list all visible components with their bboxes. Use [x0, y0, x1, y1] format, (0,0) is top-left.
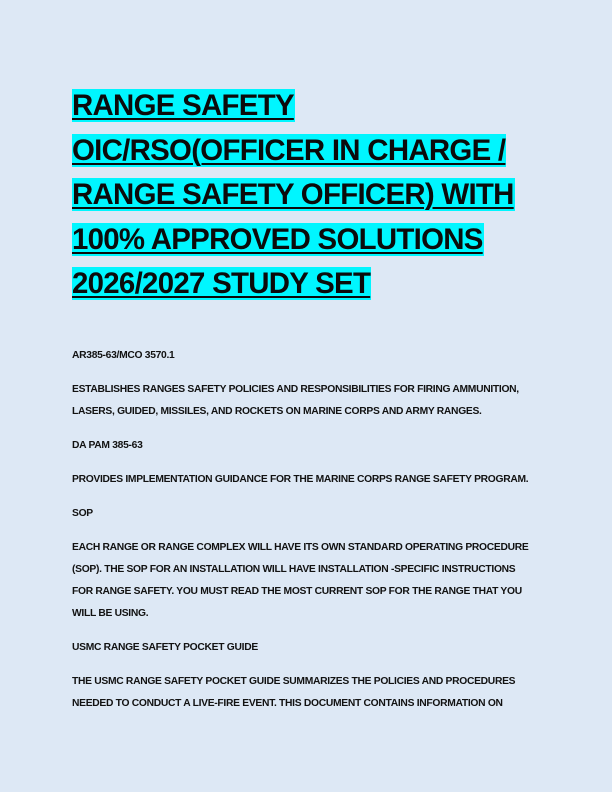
title-line: RANGE SAFETY OFFICER) WITH [72, 178, 514, 211]
document-body [72, 345, 542, 727]
document-title [72, 84, 552, 307]
title-line: 2026/2027 STUDY SET [72, 267, 371, 300]
title-line: OIC/RSO(OFFICER IN CHARGE / [72, 133, 506, 167]
term-heading: SOP [72, 508, 93, 519]
term-heading: DA PAM 385-63 [72, 440, 143, 451]
term-definition: THE USMC RANGE SAFETY POCKET GUIDE SUMMARIZES THE POLICIES AND PROCEDURES NEEDED TO CONDUCT A LIVE-FIRE EVENT. THIS DOCUMENT CONTAINS INFORMATION ON [72, 676, 516, 709]
term-definition: EACH RANGE OR RANGE COMPLEX WILL HAVE ITS OWN STANDARD OPERATING PROCEDURE (SOP). THE SOP FOR AN INSTALLATION WILL HAVE INSTALLATION -SPECIFIC INSTRUCTIONS FOR RANGE SAFETY. YOU MUST READ THE MOST CURRENT SOP FOR THE RANGE THAT YOU WILL BE USING. [72, 542, 529, 619]
title-line: 100% APPROVED SOLUTIONS [72, 222, 483, 256]
term-heading: USMC RANGE SAFETY POCKET GUIDE [72, 642, 258, 653]
term-definition: ESTABLISHES RANGES SAFETY POLICIES AND RESPONSIBILITIES FOR FIRING AMMUNITION, LASERS, GUIDED, MISSILES, AND ROCKETS ON MARINE CORPS AND ARMY RANGES. [72, 384, 519, 417]
term-definition: PROVIDES IMPLEMENTATION GUIDANCE FOR THE MARINE CORPS RANGE SAFETY PROGRAM. [72, 474, 529, 485]
title-line: RANGE SAFETY [72, 89, 294, 122]
term-heading: AR385-63/MCO 3570.1 [72, 350, 175, 361]
